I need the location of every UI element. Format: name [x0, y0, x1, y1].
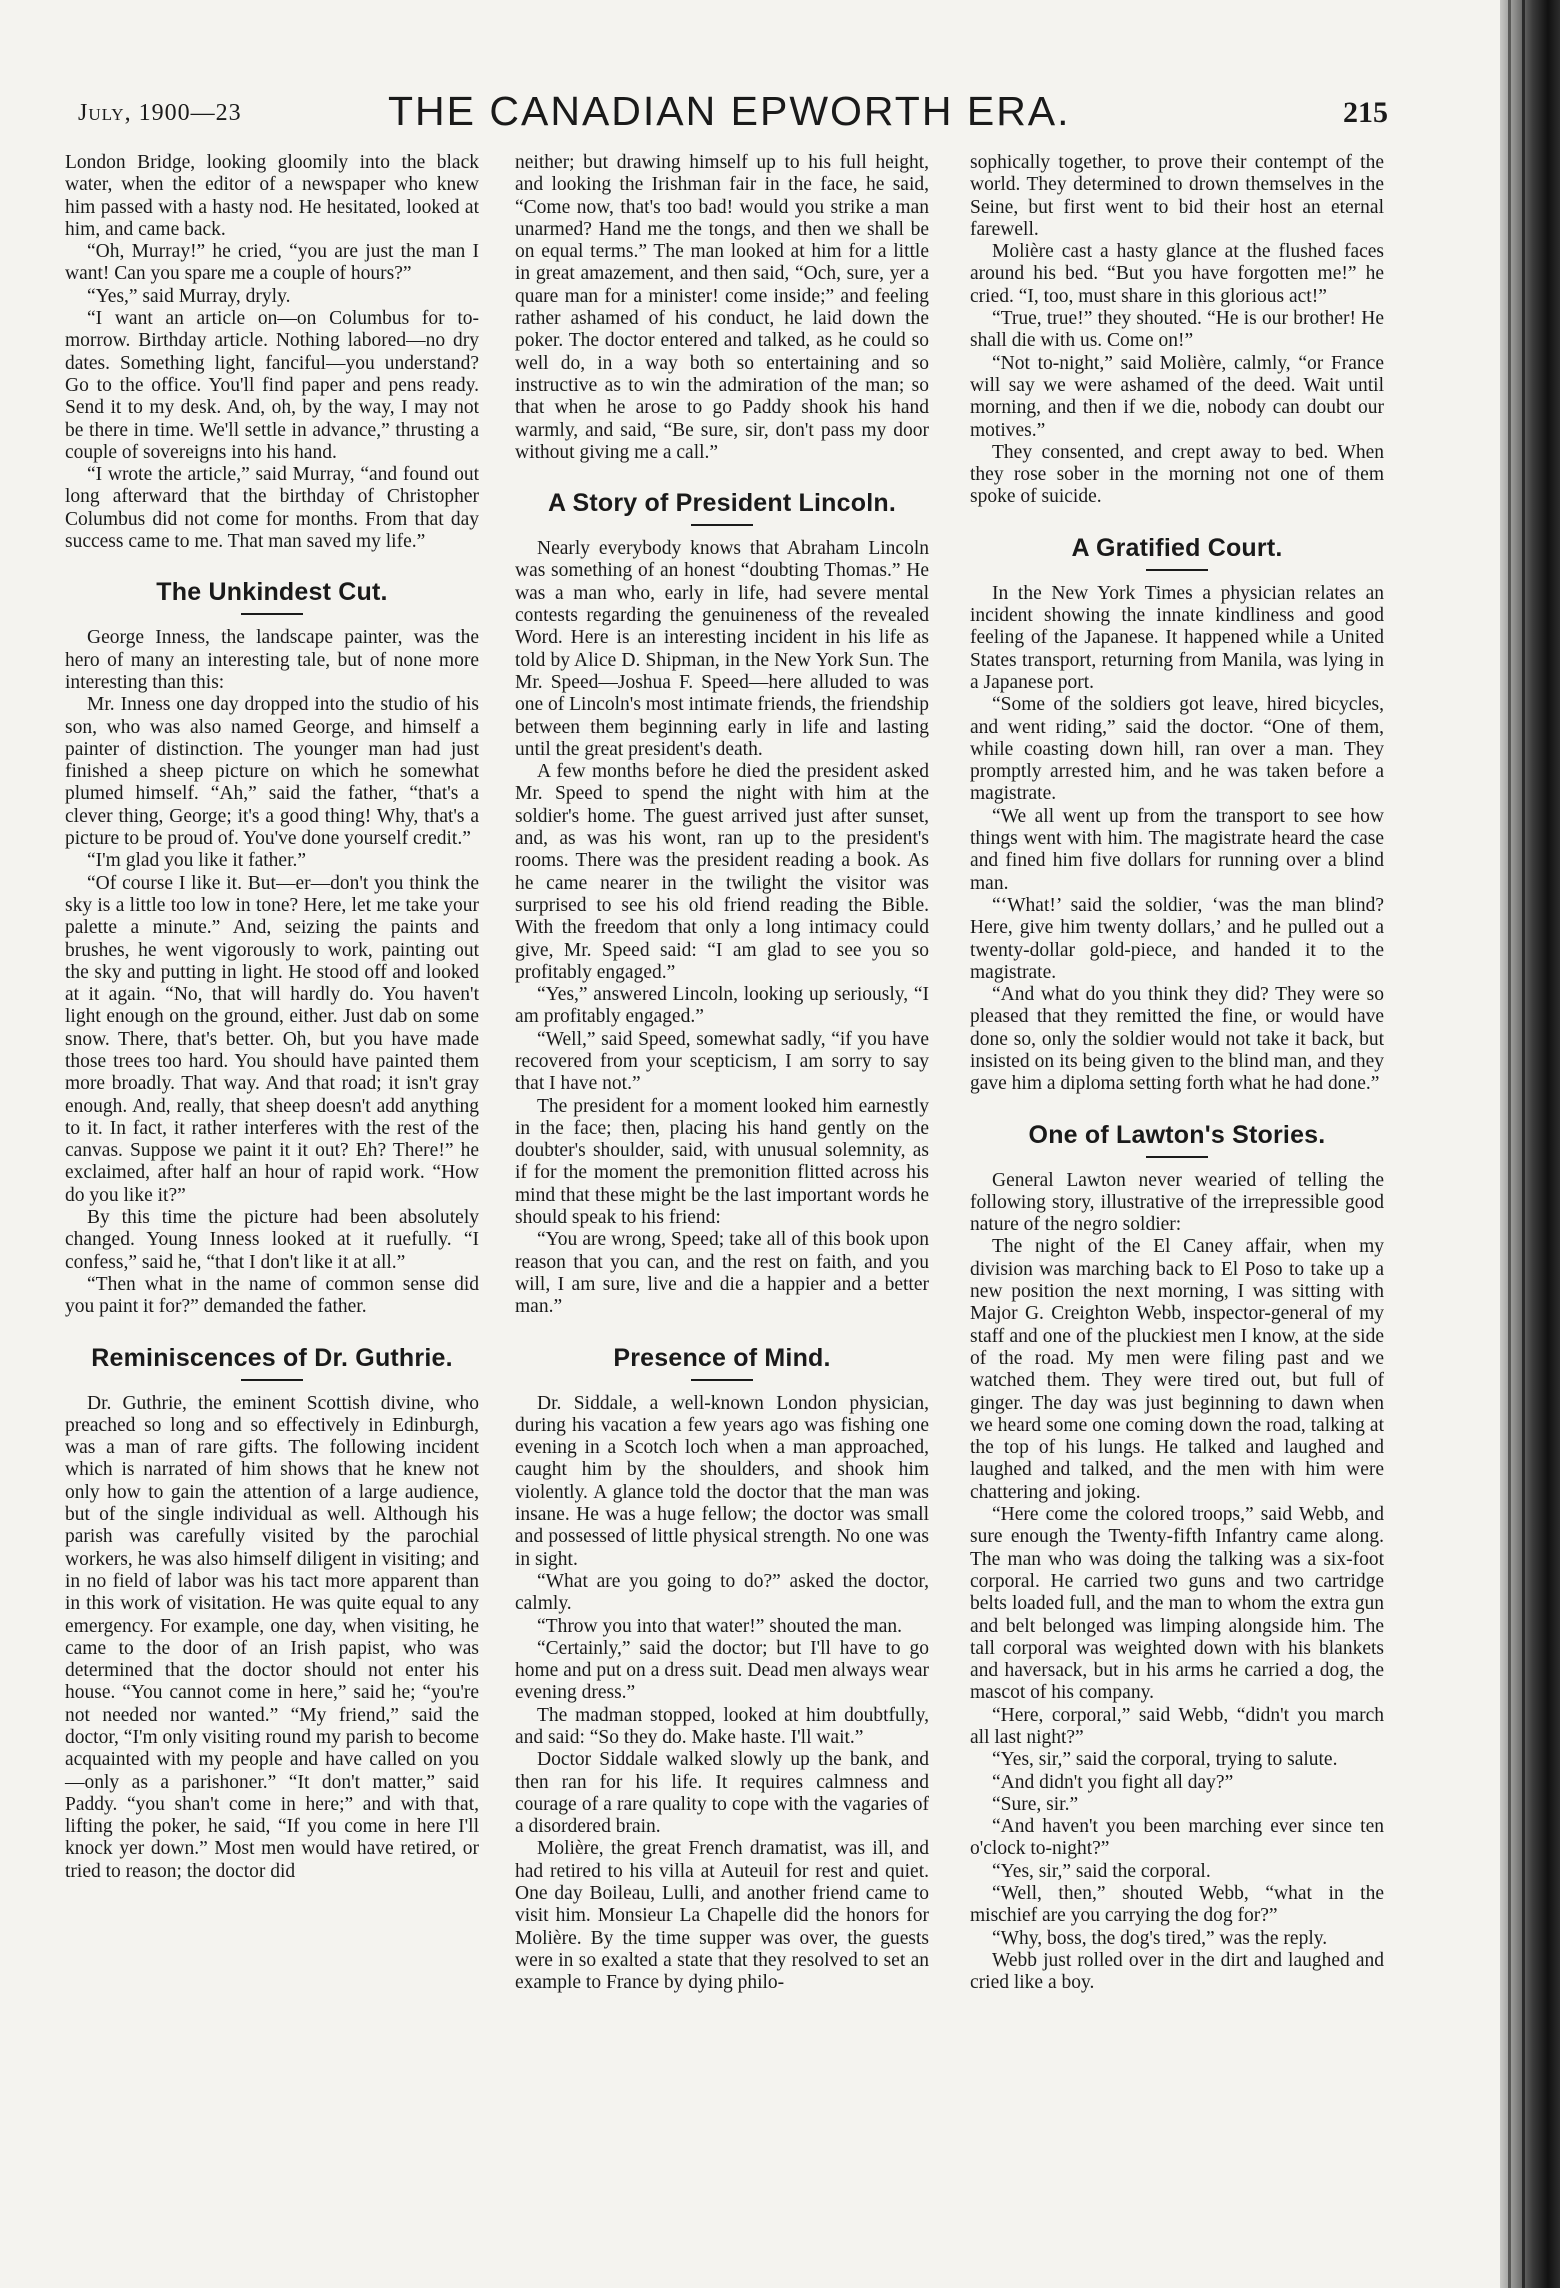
paragraph: A few months before he died the president asked Mr. Speed to spend the night with him at the soldier's home. The guest arrived just after sunset, and, as was his wont, ran up to the president's rooms. There was the president reading a book. As he came nearer in the twilight the visitor was surprised to see his old friend reading the Bible. With the freedom that only a long intimacy could give, Mr. Speed said: “I am glad to see you so profitably engaged.”: [515, 761, 929, 983]
paragraph: “You are wrong, Speed; take all of this book upon reason that you can, and the rest on faith, and you will, I am sure, live and die a happier and a better man.”: [515, 1229, 929, 1318]
issue-date: July, 1900—23: [78, 100, 242, 126]
paragraph: In the New York Times a physician relates an incident showing the innate kindliness and good feeling of the Japanese. It happened while a United States transport, returning from Manila, was lying in a Japanese port.: [970, 582, 1384, 693]
publication-title: THE CANADIAN EPWORTH ERA.: [388, 88, 1071, 134]
article-heading: A Story of President Lincoln.: [548, 489, 896, 518]
paragraph: “Well,” said Speed, somewhat sadly, “if you have recovered from your scepticism, I am sorry to say that I have not.”: [515, 1028, 929, 1095]
paragraph: “Yes, sir,” said the corporal.: [992, 1860, 1211, 1882]
page-number: 215: [1343, 96, 1388, 129]
running-head: [78, 88, 1388, 148]
paragraph: “Oh, Murray!” he cried, “you are just the man I want! Can you spare me a couple of hours?”: [65, 241, 479, 285]
paragraph: “Sure, sir.”: [992, 1793, 1079, 1815]
article-heading: Presence of Mind.: [613, 1343, 831, 1372]
article-heading: One of Lawton's Stories.: [1028, 1120, 1326, 1149]
paragraph: London Bridge, looking gloomily into the black water, when the editor of a newspaper who knew him passed with a hasty nod. He hesitated, looked at him, and came back.: [65, 152, 479, 240]
heading-rule: [241, 613, 303, 615]
paragraph: Dr. Guthrie, the eminent Scottish divine, who preached so long and so effectively in Edinburgh, was a man of rare gifts. The following incident which is narrated of him shows that he knew not only how to gain the attention of a large audience, but of the single individual as well. Although his parish was carefully visited by the parochial workers, he was also himself diligent in visiting; and in no field of labor was his tact more apparent than in this work of visitation. He was quite equal to any emergency. For example, one day, when visiting, he came to the door of an Irish papist, who was determined that the doctor should not enter his house. “You cannot come in here,” said he; “you're not needed nor wanted.” “My friend,” said the doctor, “I'm only visiting round my parish to become acquainted with my people and have called on you—only as a parishoner.” “It don't matter,” said Paddy. “you shan't come in here;” and with that, lifting the poker, he said, “If you come in here I'll knock yer down.” Most men would have retired, or tried to reason; the doctor did: [65, 1392, 479, 1882]
paragraph: Nearly everybody knows that Abraham Lincoln was something of an honest “doubting Thomas.” He was a man who, early in life, had severe mental contests regarding the genuineness of the revealed Word. Here is an interesting incident in his life as told by Alice D. Shipman, in the New York Sun. The Mr. Speed—Joshua F. Speed—here alluded to was one of Lincoln's most intimate friends, the friendship between them beginning early in life and lasting until the great president's death.: [515, 538, 930, 760]
paragraph: “Here, corporal,” said Webb, “didn't you march all last night?”: [970, 1704, 1384, 1748]
paragraph: “Not to-night,” said Molière, calmly, “or France will say we were ashamed of the deed. Wait until morning, and then if we die, nobody can doubt our motives.”: [970, 352, 1384, 441]
article-heading: The Unkindest Cut.: [156, 578, 388, 607]
paragraph: Doctor Siddale walked slowly up the bank, and then ran for his life. It requires calmness and courage of a rare quality to cope with the vagaries of a disordered brain.: [515, 1749, 929, 1838]
paragraph: George Inness, the landscape painter, was the hero of many an interesting tale, but of none more interesting than this:: [65, 627, 479, 693]
paragraph: neither; but drawing himself up to his full height, and looking the Irishman fair in the face, he said, “Come now, that's too bad! would you strike a man unarmed? Hand me the tongs, and then we shall be on equal terms.” The man looked at him for a little in great amazement, and then said, “Och, sure, yer a quare man for a minister! come inside;” and feeling rather ashamed of his conduct, he laid down the poker. The doctor entered and talked, as he could so well do, in a way both so entertaining and so instructive as to win the admiration of the man; so that when he arose to go Paddy shook his hand warmly, and said, “Be sure, sir, don't pass my door without giving me a call.”: [515, 152, 929, 463]
heading-rule: [691, 524, 753, 526]
column-3: [970, 152, 1384, 1995]
paragraph: “Yes,” said Murray, dryly.: [87, 285, 291, 307]
paragraph: “Of course I like it. But—er—don't you think the sky is a little too low in tone? Here, let me take your palette a minute.” And, seizing the paints and brushes, he went vigorously to work, painting out the sky and putting in light. He stood off and looked at it again. “No, that will hardly do. You haven't light enough on the ground, either. Just dab on some snow. There, that's better. Oh, but you have made those trees too hard. You should have painted them more broadly. That way. And that road; it isn't gray enough. And, really, that sheep doesn't add anything to it. In fact, it rather interferes with the rest of the canvas. Suppose we paint it it out? Eh? There!” he exclaimed, after half an hour of rapid work. “How do you like it?”: [65, 872, 479, 1206]
paragraph: Mr. Inness one day dropped into the studio of his son, who was also named George, and himself a painter of distinction. The younger man had just finished a sheep picture on which he somewhat plumed himself. “Ah,” said the father, “that's a clever thing, George; it's a good thing! Why, that's a picture to be proud of. You've done yourself credit.”: [65, 694, 479, 850]
paragraph: “And didn't you fight all day?”: [992, 1771, 1234, 1793]
paragraph: “Well, then,” shouted Webb, “what in the mischief are you carrying the dog for?”: [970, 1883, 1384, 1927]
heading-rule: [1146, 1156, 1208, 1158]
paragraph: “Why, boss, the dog's tired,” was the reply.: [992, 1927, 1328, 1949]
paragraph: Webb just rolled over in the dirt and laughed and cried like a boy.: [970, 1949, 1384, 1994]
column-2: [515, 152, 929, 1995]
paragraph: “And what do you think they did? They were so pleased that they remitted the fine, or would have done so, only the soldier would not take it back, but insisted on its being given to the blind man, and they gave him a diploma setting forth what he had done.”: [970, 984, 1384, 1095]
paragraph: “We all went up from the transport to see how things went with him. The magistrate heard the case and fined him five dollars for running over a blind man.: [970, 805, 1384, 894]
paragraph: The night of the El Caney affair, when my division was marching back to El Poso to take up a new position the next morning, I was sitting with Major G. Creighton Webb, inspector-general of my staff and one of the pluckiest men I know, at the side of the road. My men were filing past and we watched them. They were tired out, but full of ginger. The day was just beginning to dawn when we heard some one coming down the road, talking at the top of his lungs. He talked and laughed and laughed and talked, and the men with him were chattering and joking.: [970, 1236, 1384, 1503]
heading-rule: [241, 1379, 303, 1381]
paragraph: “What are you going to do?” asked the doctor, calmly.: [515, 1570, 929, 1615]
paragraph: “Yes,” answered Lincoln, looking up seriously, “I am profitably engaged.”: [515, 984, 929, 1028]
paragraph: By this time the picture had been absolutely changed. Young Inness looked at it ruefully. “I confess,” said he, “that I don't like it at all.”: [65, 1207, 479, 1273]
article-heading: A Gratified Court.: [1071, 533, 1283, 562]
paragraph: The president for a moment looked him earnestly in the face; then, placing his hand gently on the doubter's shoulder, said, with unusual solemnity, as if for the moment the premonition flitted across his mind that these might be the last important words he should speak to his friend:: [515, 1095, 929, 1229]
paragraph: “Throw you into that water!” shouted the man.: [537, 1615, 902, 1637]
heading-rule: [691, 1379, 753, 1381]
paragraph: “Some of the soldiers got leave, hired bicycles, and went riding,” said the doctor. “One of them, while coasting down hill, ran over a man. They promptly arrested him, and he was taken before a magistrate.: [970, 694, 1384, 805]
paragraph: “Yes, sir,” said the corporal, trying to salute.: [992, 1749, 1338, 1771]
article-heading: Reminiscences of Dr. Guthrie.: [91, 1343, 453, 1372]
paragraph: Dr. Siddale, a well-known London physician, during his vacation a few years ago was fishing one evening in a Scotch loch when a man approached, caught him by the shoulders, and shook him violently. A glance told the doctor that the man was insane. He was a huge fellow; the doctor was small and possessed of little physical strength. No one was in sight.: [515, 1392, 929, 1570]
paragraph: The madman stopped, looked at him doubtfully, and said: “So they do. Make haste. I'll wait.”: [515, 1704, 929, 1748]
paragraph: They consented, and crept away to bed. When they rose sober in the morning not one of them spoke of suicide.: [970, 441, 1384, 508]
paragraph: “‘What!’ said the soldier, ‘was the man blind? Here, give him twenty dollars,’ and he pulled out a twenty-dollar gold-piece, and handed it to the magistrate.: [970, 894, 1384, 983]
paragraph: “I want an article on—on Columbus for to-morrow. Birthday article. Nothing labored—no dry dates. Something light, fanciful—you understand? Go to the office. You'll find paper and pens ready. Send it to my desk. And, oh, by the way, I may not be there in time. We'll settle in advance,” thrusting a couple of sovereigns into his hand.: [65, 308, 479, 463]
paragraph: “Certainly,” said the doctor; but I'll have to go home and put on a dress suit. Dead men always wear evening dress.”: [515, 1637, 929, 1704]
paragraph: sophically together, to prove their contempt of the world. They determined to drown themselves in the Seine, but first went to bid their host an eternal farewell.: [970, 152, 1384, 240]
heading-rule: [1146, 569, 1208, 571]
paragraph: “True, true!” they shouted. “He is our brother! He shall die with us. Come on!”: [970, 308, 1384, 352]
paragraph: Molière cast a hasty glance at the flushed faces around his bed. “But you have forgotten me!” he cried. “I, too, must share in this glorious act!”: [970, 241, 1384, 307]
paragraph: “Here come the colored troops,” said Webb, and sure enough the Twenty-fifth Infantry came along. The man who was doing the talking was a six-foot corporal. He carried two guns and two cartridge belts loaded full, and the man to whom the extra gun and belt belonged was limping alongside him. The tall corporal was weighted down with his blankets and haversack, but in his arms he carried a dog, the mascot of his company.: [970, 1504, 1384, 1704]
paragraph: “Then what in the name of common sense did you paint it for?” demanded the father.: [65, 1273, 479, 1318]
paragraph: “I'm glad you like it father.”: [87, 850, 307, 872]
page-binding-edge: [1500, 0, 1560, 2288]
paragraph: General Lawton never wearied of telling the following story, illustrative of the irrepressible good nature of the negro soldier:: [970, 1169, 1384, 1236]
paragraph: “And haven't you been marching ever since ten o'clock to-night?”: [970, 1816, 1384, 1860]
paragraph: “I wrote the article,” said Murray, “and found out long afterward that the birthday of Christopher Columbus did not come for months. From that day success came to me. That man saved my life.”: [65, 464, 479, 553]
column-1: [65, 152, 479, 1883]
paragraph: Molière, the great French dramatist, was ill, and had retired to his villa at Auteuil for rest and quiet. One day Boileau, Lulli, and another friend came to visit him. Monsieur La Chapelle did the honors for Molière. By the time supper was over, the guests were in so exalted a state that they resolved to set an example to France by dying philo-: [515, 1838, 929, 1994]
